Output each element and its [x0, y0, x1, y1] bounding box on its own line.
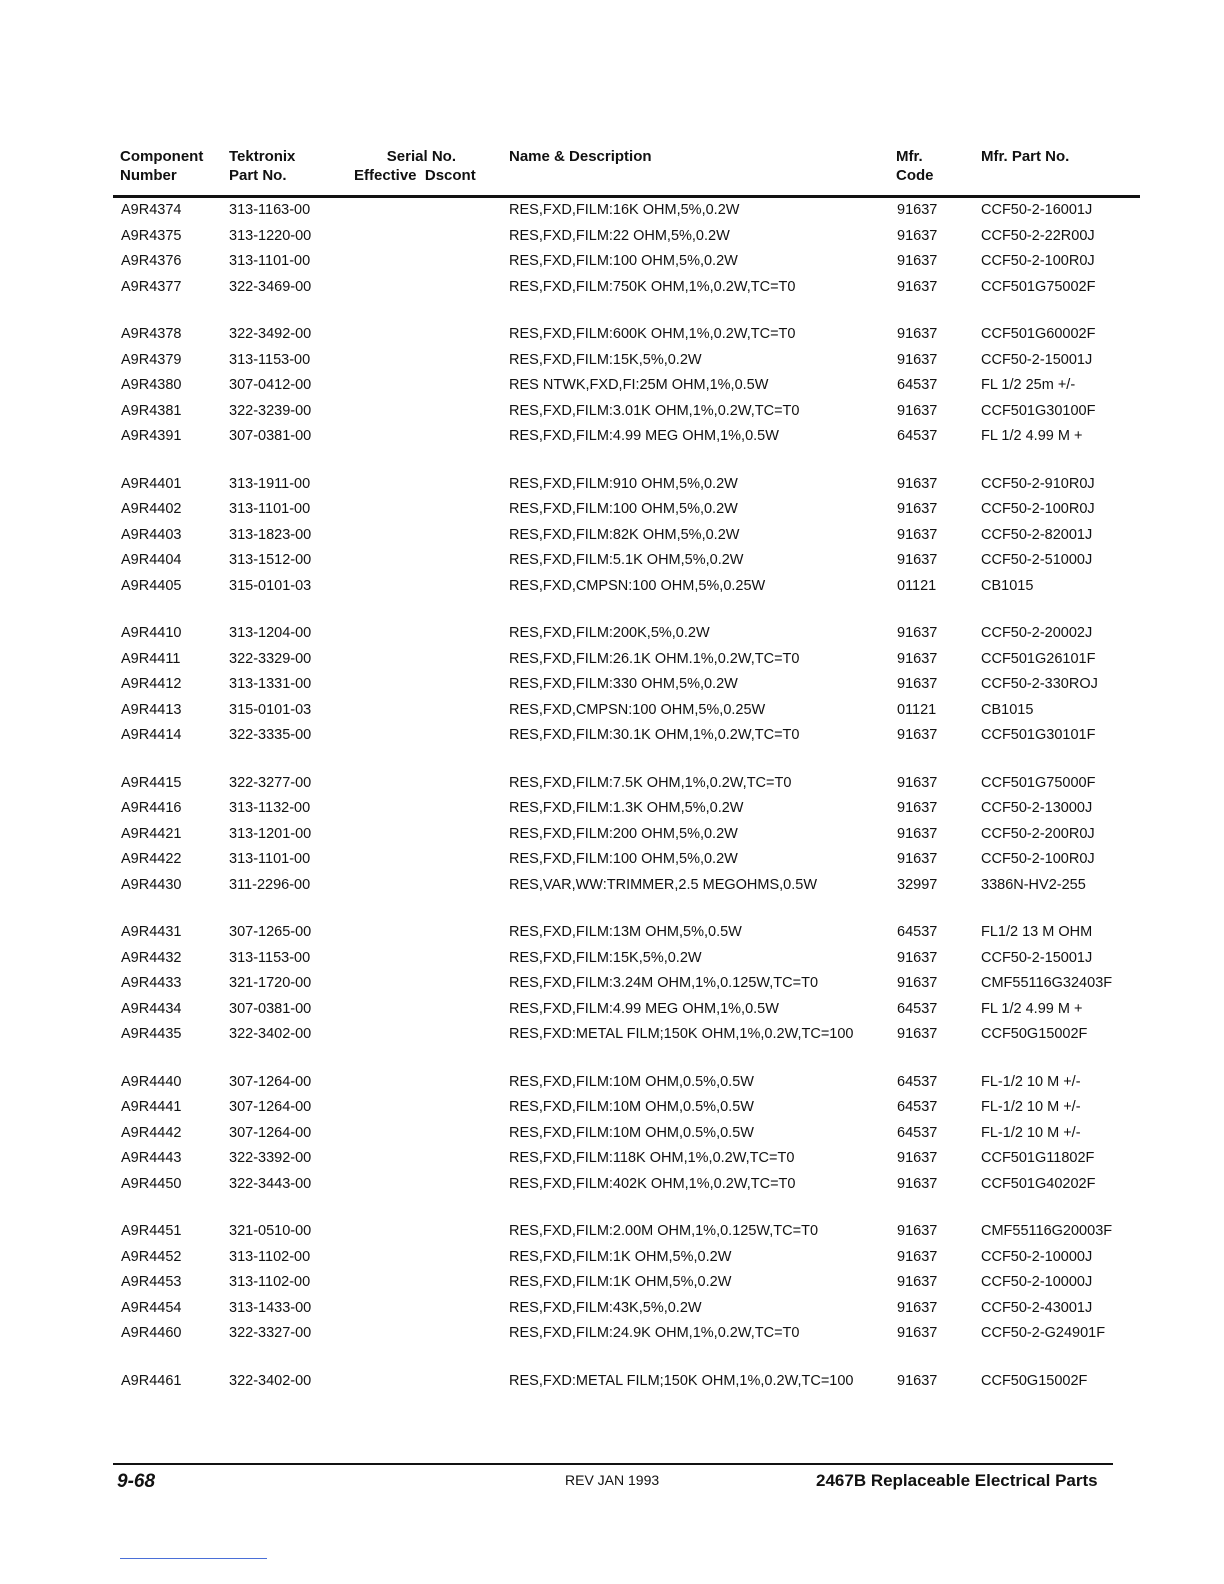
- cell-code: 91637: [897, 1026, 938, 1042]
- cell-code: 91637: [897, 825, 938, 842]
- cell-mpn: CCF50G15002F: [981, 1026, 1088, 1042]
- cell-comp: A9R4414: [121, 727, 182, 743]
- cell-comp: A9R4430: [121, 876, 182, 893]
- cell-mpn: FL 1/2 25m +/-: [981, 377, 1076, 393]
- cell-mpn: CCF50-2-10000J: [981, 1248, 1093, 1265]
- cell-part: 322-3277-00: [229, 774, 312, 791]
- cell-desc: RES,FXD,FILM:22 OHM,5%,0.2W: [509, 227, 730, 244]
- cell-code: 91637: [897, 202, 938, 218]
- cell-code: 91637: [897, 526, 938, 543]
- table-row: [0, 348, 1224, 374]
- table-row: [0, 548, 1224, 574]
- cell-part: 313-1153-00: [229, 949, 311, 966]
- cell-desc: RES,FXD,FILM:4.99 MEG OHM,1%,0.5W: [509, 1000, 779, 1017]
- cell-desc: RES,FXD,FILM:15K,5%,0.2W: [509, 351, 702, 368]
- cell-comp: A9R4391: [121, 428, 182, 444]
- footer-rule: [113, 1463, 1113, 1465]
- cell-code: 64537: [897, 1000, 938, 1017]
- cell-code: 91637: [897, 1175, 938, 1192]
- cell-mpn: CMF55116G32403F: [981, 975, 1113, 991]
- cell-desc: RES,FXD,FILM:402K OHM,1%,0.2W,TC=T0: [509, 1175, 796, 1192]
- table-row: [0, 1296, 1224, 1322]
- cell-comp: A9R4375: [121, 227, 182, 244]
- cell-desc: RES,FXD,FILM:600K OHM,1%,0.2W,TC=T0: [509, 326, 796, 342]
- cell-comp: A9R4402: [121, 501, 182, 517]
- table-row: [0, 920, 1224, 946]
- cell-mpn: CCF50-2-82001J: [981, 526, 1093, 543]
- group-spacer: [0, 599, 1224, 621]
- cell-code: 32997: [897, 876, 938, 893]
- cell-mpn: CCF501G30100F: [981, 402, 1096, 419]
- header-mfr-code: Mfr. Code: [896, 148, 934, 184]
- cell-part: 322-3239-00: [229, 402, 312, 419]
- cell-code: 91637: [897, 475, 938, 492]
- cell-part: 307-1264-00: [229, 1073, 312, 1090]
- cell-mpn: CMF55116G20003F: [981, 1223, 1113, 1239]
- cell-mpn: CCF50-2-200R0J: [981, 825, 1095, 842]
- cell-part: 313-1132-00: [229, 800, 311, 816]
- cell-mpn: CCF501G11802F: [981, 1150, 1095, 1166]
- table-row: [0, 224, 1224, 250]
- cell-mpn: CCF50-2-910R0J: [981, 475, 1095, 492]
- row-group: [0, 472, 1224, 600]
- cell-code: 01121: [897, 701, 937, 718]
- cell-desc: RES,FXD,FILM:1K OHM,5%,0.2W: [509, 1248, 732, 1265]
- cell-comp: A9R4411: [121, 650, 181, 667]
- group-spacer: [0, 1048, 1224, 1070]
- cell-code: 91637: [897, 326, 938, 342]
- cell-desc: RES,FXD:METAL FILM;150K OHM,1%,0.2W,TC=100: [509, 1372, 854, 1389]
- cell-desc: RES,FXD,CMPSN:100 OHM,5%,0.25W: [509, 701, 766, 718]
- table-row: [0, 523, 1224, 549]
- cell-comp: A9R4431: [121, 924, 182, 940]
- cell-mpn: CCF50-2-16001J: [981, 202, 1093, 218]
- cell-desc: RES,FXD,FILM:100 OHM,5%,0.2W: [509, 501, 738, 517]
- table-row: [0, 698, 1224, 724]
- table-row: [0, 399, 1224, 425]
- cell-comp: A9R4432: [121, 949, 182, 966]
- row-group: [0, 920, 1224, 1048]
- table-row: [0, 472, 1224, 498]
- cell-comp: A9R4401: [121, 475, 182, 492]
- cell-mpn: CCF501G75002F: [981, 278, 1096, 295]
- cell-desc: RES,FXD,FILM:16K OHM,5%,0.2W: [509, 202, 740, 218]
- cell-mpn: FL 1/2 4.99 M +: [981, 428, 1083, 444]
- cell-code: 91637: [897, 278, 938, 295]
- cell-comp: A9R4453: [121, 1274, 182, 1290]
- cell-comp: A9R4412: [121, 676, 182, 692]
- cell-desc: RES,FXD,FILM:1.3K OHM,5%,0.2W: [509, 800, 744, 816]
- cell-part: 322-3443-00: [229, 1175, 312, 1192]
- cell-part: 307-1264-00: [229, 1099, 312, 1115]
- cell-code: 64537: [897, 1099, 938, 1115]
- cell-code: 01121: [897, 577, 937, 594]
- cell-comp: A9R4452: [121, 1248, 182, 1265]
- table-row: [0, 1121, 1224, 1147]
- table-row: [0, 997, 1224, 1023]
- cell-desc: RES,FXD,FILM:3.24M OHM,1%,0.125W,TC=T0: [509, 975, 819, 991]
- cell-mpn: CCF50-2-13000J: [981, 800, 1093, 816]
- cell-part: 313-1153-00: [229, 351, 311, 368]
- cell-part: 307-0412-00: [229, 377, 312, 393]
- cell-desc: RES,FXD,FILM:3.01K OHM,1%,0.2W,TC=T0: [509, 402, 800, 419]
- cell-code: 91637: [897, 1223, 938, 1239]
- cell-code: 91637: [897, 975, 938, 991]
- table-row: [0, 1172, 1224, 1198]
- header-component: Component Number: [120, 148, 204, 184]
- cell-comp: A9R4413: [121, 701, 182, 718]
- parts-table: [0, 198, 1224, 1394]
- header-mfr-part: Mfr. Part No.: [981, 148, 1070, 165]
- cell-code: 91637: [897, 227, 938, 244]
- cell-desc: RES,FXD,FILM:24.9K OHM,1%,0.2W,TC=T0: [509, 1325, 800, 1341]
- cell-part: 322-3402-00: [229, 1372, 312, 1389]
- header-serial: Serial No. Effective Dscont: [354, 148, 476, 184]
- cell-code: 91637: [897, 351, 938, 368]
- cell-desc: RES,FXD,FILM:10M OHM,0.5%,0.5W: [509, 1073, 754, 1090]
- row-group: [0, 322, 1224, 450]
- cell-desc: RES,FXD,FILM:1K OHM,5%,0.2W: [509, 1274, 732, 1290]
- link-underline: [120, 1558, 267, 1559]
- cell-mpn: FL1/2 13 M OHM: [981, 924, 1093, 940]
- table-row: [0, 822, 1224, 848]
- cell-desc: RES,FXD,FILM:7.5K OHM,1%,0.2W,TC=T0: [509, 774, 792, 791]
- cell-part: 313-1823-00: [229, 526, 312, 543]
- table-row: [0, 1095, 1224, 1121]
- cell-code: 91637: [897, 774, 938, 791]
- cell-desc: RES,FXD,FILM:26.1K OHM.1%,0.2W,TC=T0: [509, 650, 800, 667]
- cell-desc: RES,VAR,WW:TRIMMER,2.5 MEGOHMS,0.5W: [509, 876, 818, 893]
- cell-code: 64537: [897, 377, 938, 393]
- cell-part: 313-1101-00: [229, 253, 311, 269]
- table-row: [0, 873, 1224, 899]
- cell-mpn: CCF501G26101F: [981, 650, 1096, 667]
- cell-code: 91637: [897, 727, 938, 743]
- cell-part: 322-3492-00: [229, 326, 312, 342]
- cell-mpn: CCF50-2-20002J: [981, 625, 1093, 641]
- cell-code: 91637: [897, 676, 938, 692]
- row-group: [0, 198, 1224, 300]
- cell-mpn: CCF501G75000F: [981, 774, 1096, 791]
- cell-desc: RES,FXD,FILM:10M OHM,0.5%,0.5W: [509, 1099, 754, 1115]
- cell-code: 64537: [897, 428, 938, 444]
- cell-desc: RES,FXD,FILM:100 OHM,5%,0.2W: [509, 851, 738, 867]
- cell-part: 315-0101-03: [229, 577, 312, 594]
- cell-comp: A9R4460: [121, 1325, 182, 1341]
- cell-comp: A9R4461: [121, 1372, 182, 1389]
- group-spacer: [0, 300, 1224, 322]
- cell-comp: A9R4440: [121, 1073, 182, 1090]
- cell-desc: RES,FXD,FILM:10M OHM,0.5%,0.5W: [509, 1124, 754, 1141]
- table-row: [0, 796, 1224, 822]
- cell-part: 311-2296-00: [229, 876, 311, 893]
- cell-code: 91637: [897, 949, 938, 966]
- group-spacer: [0, 898, 1224, 920]
- cell-part: 322-3402-00: [229, 1026, 312, 1042]
- cell-desc: RES,FXD,FILM:4.99 MEG OHM,1%,0.5W: [509, 428, 779, 444]
- table-row: [0, 497, 1224, 523]
- cell-part: 307-1264-00: [229, 1124, 312, 1141]
- row-group: [0, 1219, 1224, 1347]
- cell-comp: A9R4443: [121, 1150, 182, 1166]
- cell-mpn: CCF50G15002F: [981, 1372, 1088, 1389]
- cell-part: 313-1220-00: [229, 227, 312, 244]
- cell-mpn: 3386N-HV2-255: [981, 876, 1086, 893]
- cell-desc: RES,FXD,FILM:5.1K OHM,5%,0.2W: [509, 552, 744, 568]
- cell-part: 322-3329-00: [229, 650, 312, 667]
- table-row: [0, 275, 1224, 301]
- cell-desc: RES,FXD,FILM:43K,5%,0.2W: [509, 1299, 702, 1316]
- cell-code: 64537: [897, 1073, 938, 1090]
- cell-mpn: CCF50-2-22R00J: [981, 227, 1095, 244]
- cell-part: 313-1163-00: [229, 202, 311, 218]
- cell-code: 91637: [897, 402, 938, 419]
- cell-part: 315-0101-03: [229, 701, 312, 718]
- row-group: [0, 1369, 1224, 1395]
- row-group: [0, 621, 1224, 749]
- cell-comp: A9R4374: [121, 202, 182, 218]
- table-row: [0, 1270, 1224, 1296]
- cell-part: 313-1102-00: [229, 1248, 311, 1265]
- table-row: [0, 424, 1224, 450]
- page-number: 9-68: [117, 1471, 156, 1492]
- cell-part: 313-1101-00: [229, 501, 311, 517]
- cell-comp: A9R4433: [121, 975, 182, 991]
- group-spacer: [0, 1197, 1224, 1219]
- table-row: [0, 847, 1224, 873]
- cell-code: 91637: [897, 851, 938, 867]
- cell-mpn: CCF50-2-100R0J: [981, 253, 1095, 269]
- cell-part: 322-3392-00: [229, 1150, 312, 1166]
- cell-part: 313-1201-00: [229, 825, 312, 842]
- cell-code: 91637: [897, 501, 938, 517]
- cell-part: 313-1102-00: [229, 1274, 311, 1290]
- cell-code: 91637: [897, 253, 938, 269]
- cell-desc: RES,FXD,FILM:200 OHM,5%,0.2W: [509, 825, 738, 842]
- cell-mpn: CB1015: [981, 701, 1034, 718]
- cell-comp: A9R4405: [121, 577, 182, 594]
- table-row: [0, 373, 1224, 399]
- cell-part: 313-1204-00: [229, 625, 312, 641]
- cell-code: 64537: [897, 924, 938, 940]
- cell-part: 322-3335-00: [229, 727, 312, 743]
- cell-comp: A9R4422: [121, 851, 182, 867]
- table-row: [0, 647, 1224, 673]
- cell-mpn: FL-1/2 10 M +/-: [981, 1073, 1081, 1090]
- cell-code: 91637: [897, 552, 938, 568]
- cell-code: 91637: [897, 1325, 938, 1341]
- cell-desc: RES,FXD,FILM:910 OHM,5%,0.2W: [509, 475, 738, 492]
- table-row: [0, 1070, 1224, 1096]
- cell-desc: RES,FXD,FILM:118K OHM,1%,0.2W,TC=T0: [509, 1150, 795, 1166]
- table-row: [0, 574, 1224, 600]
- cell-code: 91637: [897, 625, 938, 641]
- cell-comp: A9R4378: [121, 326, 182, 342]
- cell-mpn: FL-1/2 10 M +/-: [981, 1099, 1081, 1115]
- cell-code: 64537: [897, 1124, 938, 1141]
- cell-mpn: CCF50-2-43001J: [981, 1299, 1093, 1316]
- cell-comp: A9R4404: [121, 552, 182, 568]
- table-row: [0, 672, 1224, 698]
- cell-desc: RES,FXD,FILM:750K OHM,1%,0.2W,TC=T0: [509, 278, 796, 295]
- cell-comp: A9R4442: [121, 1124, 182, 1141]
- header-description: Name & Description: [509, 148, 652, 165]
- cell-mpn: CCF50-2-15001J: [981, 949, 1093, 966]
- table-row: [0, 198, 1224, 224]
- cell-part: 313-1331-00: [229, 676, 312, 692]
- cell-comp: A9R4377: [121, 278, 182, 295]
- cell-mpn: CCF50-2-G24901F: [981, 1325, 1106, 1341]
- cell-part: 321-0510-00: [229, 1223, 312, 1239]
- cell-code: 91637: [897, 650, 938, 667]
- table-row: [0, 946, 1224, 972]
- table-row: [0, 249, 1224, 275]
- cell-mpn: CCF501G30101F: [981, 727, 1096, 743]
- cell-desc: RES,FXD,FILM:15K,5%,0.2W: [509, 949, 702, 966]
- cell-mpn: CCF50-2-100R0J: [981, 501, 1095, 517]
- row-group: [0, 771, 1224, 899]
- table-row: [0, 322, 1224, 348]
- group-spacer: [0, 749, 1224, 771]
- table-row: [0, 771, 1224, 797]
- cell-comp: A9R4421: [121, 825, 182, 842]
- cell-mpn: FL-1/2 10 M +/-: [981, 1124, 1081, 1141]
- table-row: [0, 1146, 1224, 1172]
- cell-comp: A9R4450: [121, 1175, 182, 1192]
- cell-comp: A9R4434: [121, 1000, 182, 1017]
- table-row: [0, 971, 1224, 997]
- cell-desc: RES,FXD,FILM:82K OHM,5%,0.2W: [509, 526, 740, 543]
- group-spacer: [0, 450, 1224, 472]
- cell-desc: RES,FXD,FILM:30.1K OHM,1%,0.2W,TC=T0: [509, 727, 800, 743]
- cell-comp: A9R4435: [121, 1026, 182, 1042]
- cell-mpn: CCF50-2-15001J: [981, 351, 1093, 368]
- table-row: [0, 1022, 1224, 1048]
- cell-mpn: CCF50-2-100R0J: [981, 851, 1095, 867]
- cell-desc: RES NTWK,FXD,FI:25M OHM,1%,0.5W: [509, 377, 769, 393]
- cell-part: 313-1433-00: [229, 1299, 312, 1316]
- cell-part: 307-0381-00: [229, 428, 312, 444]
- cell-mpn: CCF501G60002F: [981, 326, 1096, 342]
- table-row: [0, 723, 1224, 749]
- table-row: [0, 1321, 1224, 1347]
- cell-code: 91637: [897, 1248, 938, 1265]
- cell-part: 307-0381-00: [229, 1000, 312, 1017]
- cell-part: 307-1265-00: [229, 924, 312, 940]
- cell-code: 91637: [897, 800, 938, 816]
- revision-date: REV JAN 1993: [565, 1472, 660, 1488]
- cell-code: 91637: [897, 1150, 938, 1166]
- cell-code: 91637: [897, 1299, 938, 1316]
- cell-desc: RES,FXD,FILM:200K,5%,0.2W: [509, 625, 710, 641]
- document-title: 2467B Replaceable Electrical Parts: [816, 1471, 1098, 1490]
- cell-mpn: CCF50-2-330ROJ: [981, 676, 1098, 692]
- cell-comp: A9R4379: [121, 351, 182, 368]
- cell-comp: A9R4416: [121, 800, 182, 816]
- cell-comp: A9R4410: [121, 625, 182, 641]
- cell-comp: A9R4403: [121, 526, 182, 543]
- cell-desc: RES,FXD,FILM:13M OHM,5%,0.5W: [509, 924, 742, 940]
- group-spacer: [0, 1347, 1224, 1369]
- cell-mpn: CCF50-2-51000J: [981, 552, 1093, 568]
- cell-comp: A9R4415: [121, 774, 182, 791]
- cell-part: 322-3469-00: [229, 278, 312, 295]
- cell-code: 91637: [897, 1372, 938, 1389]
- cell-desc: RES,FXD:METAL FILM;150K OHM,1%,0.2W,TC=100: [509, 1026, 854, 1042]
- cell-comp: A9R4380: [121, 377, 182, 393]
- header-tektronix: Tektronix Part No.: [229, 148, 296, 184]
- cell-desc: RES,FXD,FILM:330 OHM,5%,0.2W: [509, 676, 738, 692]
- cell-desc: RES,FXD,FILM:100 OHM,5%,0.2W: [509, 253, 738, 269]
- cell-part: 313-1911-00: [229, 475, 311, 492]
- table-row: [0, 1219, 1224, 1245]
- cell-mpn: CCF501G40202F: [981, 1175, 1096, 1192]
- cell-comp: A9R4454: [121, 1299, 182, 1316]
- cell-comp: A9R4451: [121, 1223, 182, 1239]
- cell-comp: A9R4441: [121, 1099, 182, 1115]
- table-row: [0, 1369, 1224, 1395]
- cell-code: 91637: [897, 1274, 938, 1290]
- cell-comp: A9R4376: [121, 253, 182, 269]
- cell-desc: RES,FXD,FILM:2.00M OHM,1%,0.125W,TC=T0: [509, 1223, 819, 1239]
- cell-part: 321-1720-00: [229, 975, 312, 991]
- cell-mpn: CCF50-2-10000J: [981, 1274, 1093, 1290]
- cell-mpn: CB1015: [981, 577, 1034, 594]
- table-row: [0, 621, 1224, 647]
- table-row: [0, 1245, 1224, 1271]
- cell-part: 313-1101-00: [229, 851, 311, 867]
- row-group: [0, 1070, 1224, 1198]
- cell-mpn: FL 1/2 4.99 M +: [981, 1000, 1083, 1017]
- cell-comp: A9R4381: [121, 402, 182, 419]
- cell-part: 313-1512-00: [229, 552, 312, 568]
- cell-desc: RES,FXD,CMPSN:100 OHM,5%,0.25W: [509, 577, 766, 594]
- cell-part: 322-3327-00: [229, 1325, 312, 1341]
